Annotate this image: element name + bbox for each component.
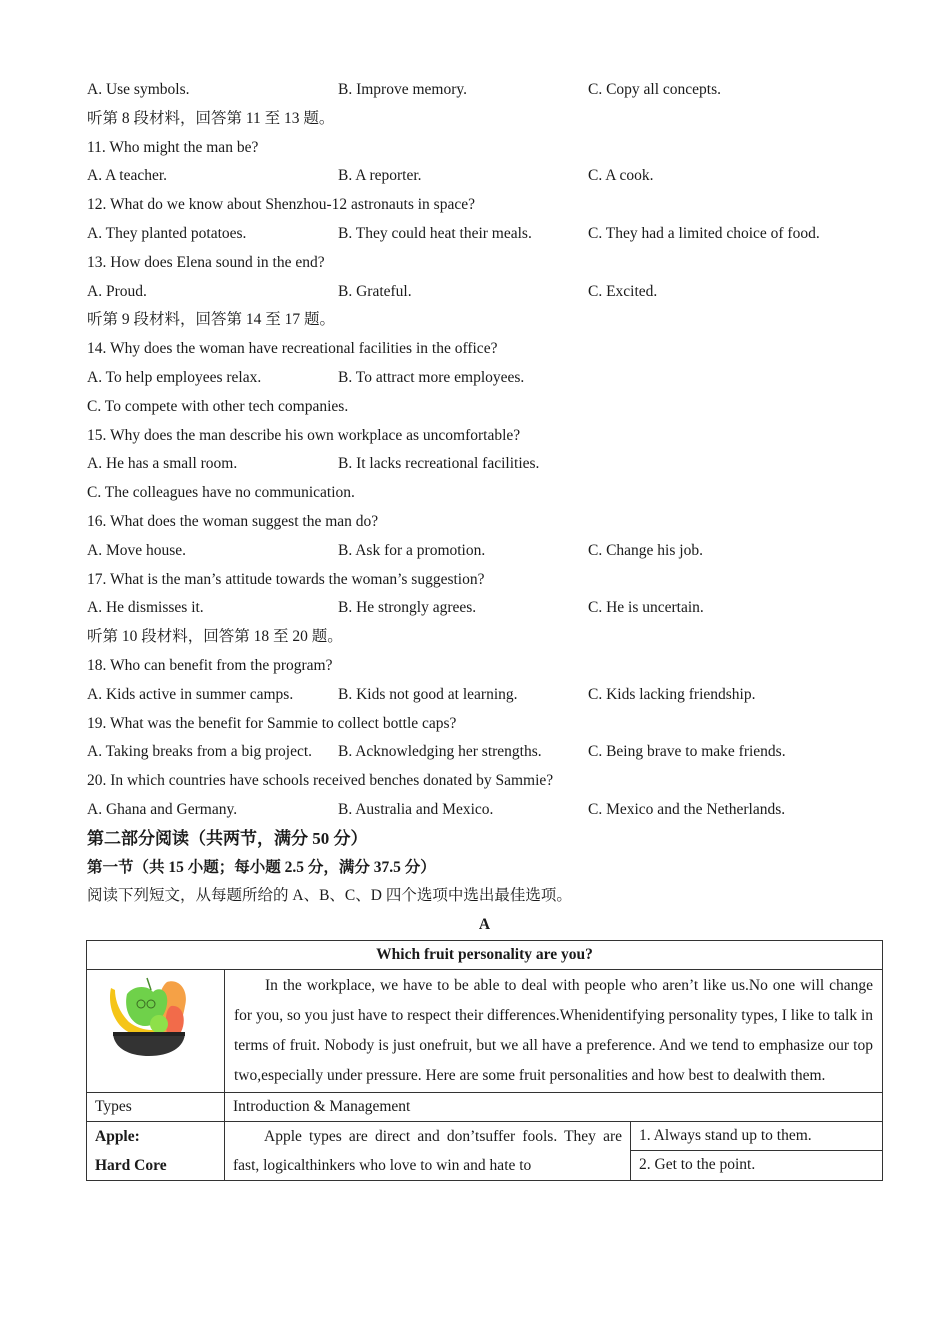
q15-option-c-line [87,479,882,508]
option-a: A. Ghana and Germany. [87,800,238,818]
option-c: C. He is uncertain. [588,599,704,617]
option-b: B. It lacks recreational facilities. [338,455,540,473]
option-a: A. Use symbols. [87,81,190,98]
apple-tip-1: 1. Always stand up to them. [631,1121,883,1151]
option-c: C. Kids lacking friendship. [588,685,756,703]
q12-options [87,220,882,249]
apple-name: Apple: [95,1127,140,1145]
option-b: B. Ask for a promotion. [338,541,486,559]
question-14: 14. Why does the woman have recreational facilities in the office? [87,340,498,358]
option-b: B. Improve memory. [338,81,467,98]
option-a: A. Proud. [87,282,147,300]
q10-options [87,76,882,105]
option-a: A. A teacher. [87,167,168,185]
question-13: 13. How does Elena sound in the end? [87,253,325,271]
option-a: A. They planted potatoes. [87,224,247,242]
exam-page [87,76,882,1181]
option-c: C. The colleagues have no communication. [87,484,355,502]
option-c: C. Copy all concepts. [588,81,722,98]
q18-options [87,681,882,710]
section-10-instruction: 听第 10 段材料，回答第 18 至 20 题。 [87,628,343,646]
section-8-instruction: 听第 8 段材料，回答第 11 至 13 题。 [87,109,335,127]
q14-option-c-line [87,393,882,422]
option-b: B. Grateful. [338,282,412,300]
option-a: A. To help employees relax. [87,368,262,386]
fruit-image-cell [87,969,225,1092]
header-types: Types [87,1092,225,1121]
q16-options [87,537,882,566]
question-15: 15. Why does the man describe his own workplace as uncomfortable? [87,426,521,444]
table-title: Which fruit personality are you? [87,940,883,969]
option-b: B. To attract more employees. [338,368,525,386]
passage-label: A [478,916,491,934]
fruit-bowl-icon [105,976,191,1058]
reading-section-title: 第一节（共 15 小题；每小题 2.5 分，满分 37.5 分） [87,858,436,876]
option-b: B. Australia and Mexico. [338,800,494,818]
option-b: B. Acknowledging her strengths. [338,743,542,761]
q11-options [87,162,882,191]
reading-part-title: 第二部分阅读（共两节，满分 50 分） [87,828,368,848]
question-19: 19. What was the benefit for Sammie to collect bottle caps? [87,714,457,732]
option-c: C. A cook. [588,167,654,185]
option-c: C. Change his job. [588,541,703,559]
option-c: C. Being brave to make friends. [588,743,786,761]
option-b: B. He strongly agrees. [338,599,477,617]
apple-tip-2: 2. Get to the point. [631,1151,883,1181]
q14-options [87,364,882,393]
option-a: A. He has a small room. [87,455,238,473]
option-c: C. They had a limited choice of food. [588,224,820,242]
apple-description: Apple types are direct and don’tsuffer fools. They are fast, logicalthinkers who love to win and hate to [225,1121,631,1180]
question-18: 18. Who can benefit from the program? [87,656,333,674]
question-17: 17. What is the man’s attitude towards the woman’s suggestion? [87,570,485,588]
question-11: 11. Who might the man be? [87,138,259,156]
option-b: B. Kids not good at learning. [338,685,518,703]
option-c: C. Excited. [588,282,658,300]
q19-options [87,738,882,767]
intro-text: In the workplace, we have to be able to deal with people who aren’t like us.No one will change for you, so you just have to respect their differences.Whenidentifying personality types, I like to talk in terms of fruit. Nobody is just onefruit, but we all have a preference. And we tend to emphasize our top two,especially under pressure. Here are some fruit personalities and how best to dealwith them. [225,969,883,1092]
q13-options [87,278,882,307]
header-introduction: Introduction & Management [225,1092,883,1121]
q17-options [87,594,882,623]
fruit-personality-table [86,940,883,1181]
option-a: A. Taking breaks from a big project. [87,743,313,761]
question-12: 12. What do we know about Shenzhou-12 astronauts in space? [87,196,475,214]
option-c: C. To compete with other tech companies. [87,397,349,415]
question-20: 20. In which countries have schools received benches donated by Sammie? [87,772,554,790]
section-9-instruction: 听第 9 段材料，回答第 14 至 17 题。 [87,311,336,329]
option-a: A. He dismisses it. [87,599,204,617]
option-a: A. Move house. [87,541,187,559]
reading-instruction: 阅读下列短文，从每题所给的 A、B、C、D 四个选项中选出最佳选项。 [87,887,572,905]
option-c: C. Mexico and the Netherlands. [588,800,786,818]
apple-subtitle: Hard Core [95,1156,167,1174]
option-a: A. Kids active in summer camps. [87,685,294,703]
option-b: B. They could heat their meals. [338,224,532,242]
question-16: 16. What does the woman suggest the man do? [87,512,379,530]
option-b: B. A reporter. [338,167,422,185]
q15-options [87,450,882,479]
apple-type-cell [87,1121,225,1180]
q20-options [87,796,882,825]
